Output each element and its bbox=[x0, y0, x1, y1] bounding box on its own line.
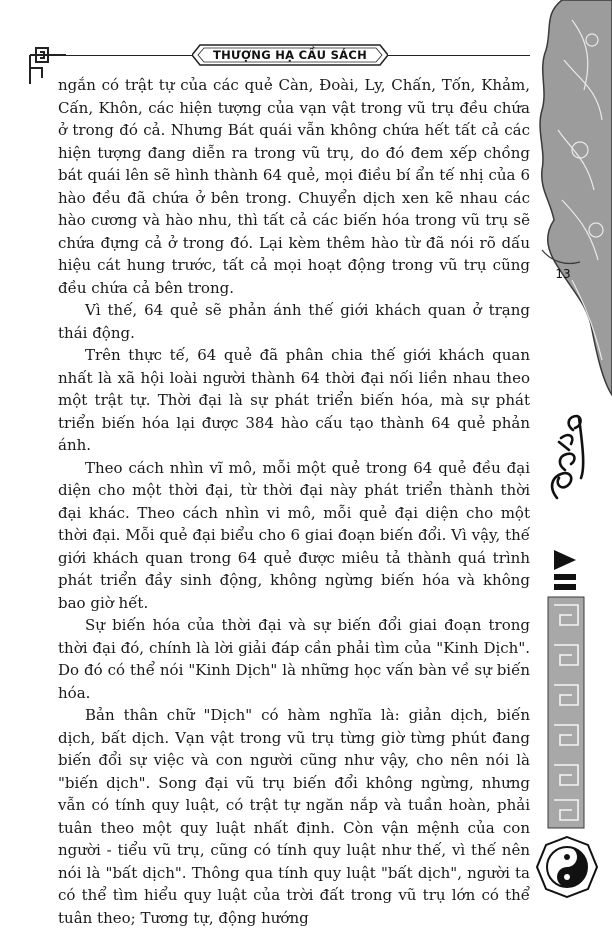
header-rule-left bbox=[66, 55, 194, 56]
running-header-title: THƯỢNG HẠ CẦU SÁCH bbox=[212, 48, 368, 62]
yin-yang-icon bbox=[536, 836, 598, 898]
paragraph: Theo cách nhìn vĩ mô, mỗi một quẻ trong 64 quẻ đều đại diện cho một thời đại, từ thời đại này phát triển thành thời đại khác. Theo cách nhìn vi mô, mỗi quẻ đại diện cho một thời đại. Mỗi quẻ đại biểu cho 6 giai đoạn biến đổi. Vì vậy, thế giới khách quan trong 64 quẻ được miêu tả thành quá trình phát triển đầy sinh động, không ngừng biến hóa và không bao giờ hết. bbox=[58, 458, 530, 612]
paragraph: Bản thân chữ "Dịch" có hàm nghĩa là: giản dịch, biến dịch, bất dịch. Vạn vật trong vũ trụ từng giờ từng phút đang biến đổi sự việc và con người cũng như vậy, cho nên nói là "biến dịch". Song đại vũ trụ biến đổi không ngừng, nhưng vẫn có tính quy luật, có trật tự ngăn nắp và tuần hoàn, phải tuân theo một quy luật nhất định. Còn vận mệnh của con người - tiểu vũ trụ, cũng có tính quy luật như thế, vì thế nên nói là "bất dịch". Thông qua tính quy luật "bất dịch", người ta có thể tìm hiểu quy luật của trời đất trong vũ trụ lớn có thể tuân theo; Tương tự, động hướng bbox=[58, 706, 530, 927]
ornamental-border bbox=[546, 595, 586, 830]
paragraph: Trên thực tế, 64 quẻ đã phân chia thế giới khách quan nhất là xã hội loài người thành 64 thời đại nối liền nhau theo một trật tự. Thời đại là sự phát triển biến hóa, mà sự phát triển biến hóa lại được 384 hào cấu tạo thành 64 quẻ phản ánh. bbox=[58, 346, 530, 454]
paragraph: Vì thế, 64 quẻ sẽ phản ánh thế giới khách quan ở trạng thái động. bbox=[58, 301, 530, 342]
paragraph: Sự biến hóa của thời đại và sự biến đổi giai đoạn trong thời đại đó, chính là lời giải đáp cần phải tìm của "Kinh Dịch". Do đó có thể nói "Kinh Dịch" là những học vấn bàn về sự biến hóa. bbox=[58, 616, 530, 702]
chapter-marker-icon bbox=[552, 548, 578, 592]
header-rule-right bbox=[388, 55, 530, 56]
author-signature bbox=[545, 408, 591, 504]
page-number: 13 bbox=[555, 267, 571, 281]
body-text bbox=[58, 74, 530, 929]
paragraph: ngắn có trật tự của các quẻ Càn, Đoài, Ly, Chấn, Tốn, Khảm, Cấn, Khôn, các hiện tượng của vạn vật trong vũ trụ đều chứa ở trong đó cả. Nhưng Bát quái vẫn không chứa hết tất cả các hiện tượng đang diễn ra trong vũ trụ, do đó đem xếp chồng bát quái lên sẽ hình thành 64 quẻ, mọi điều bí ẩn tế nhị của 6 hào đều đã chứa ở bên trong. Chuyển dịch xen kẽ nhau các hào cương và hào nhu, thì tất cả các biến hóa trong vũ trụ sẽ chứa đựng cả ở trong đó. Lại kèm thêm hào từ đã nói rõ dấu hiệu cát hung trước, tất cả mọi hoạt động trong vũ trụ cũng đều chứa cả bên trong. bbox=[58, 76, 530, 297]
